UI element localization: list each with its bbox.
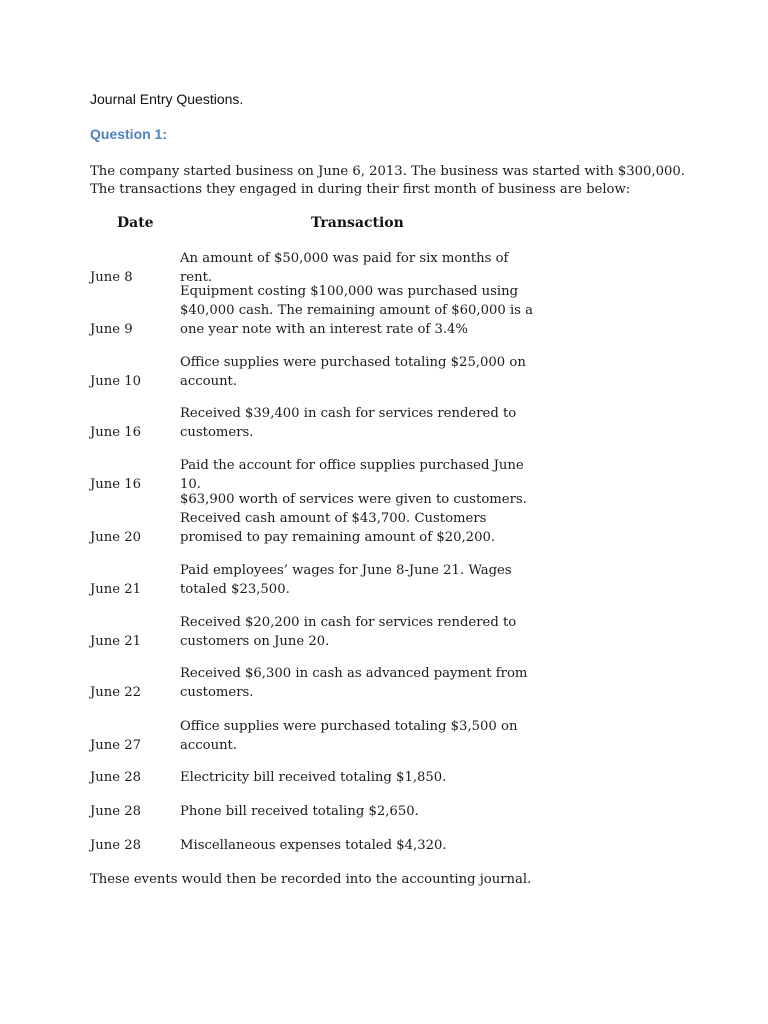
table-row (90, 768, 650, 787)
row-transaction: $63,900 worth of services were given to customers. Received cash amount of $43,700. Customers promised to pay remaining amount of $20,200. (180, 492, 527, 545)
row-transaction: Phone bill received totaling $2,650. (180, 804, 419, 819)
row-date: June 16 (90, 477, 142, 492)
table-row (90, 717, 650, 755)
row-date: June 8 (90, 270, 133, 285)
table-row (90, 490, 650, 547)
row-date: June 21 (90, 582, 142, 597)
table-row (90, 664, 650, 702)
row-transaction: Received $39,400 in cash for services rendered to customers. (180, 406, 517, 440)
table-row (90, 353, 650, 391)
table-row (90, 613, 650, 651)
row-transaction: Received $6,300 in cash as advanced payment from customers. (180, 666, 528, 700)
table-row (90, 802, 650, 821)
row-date: June 10 (90, 374, 142, 389)
row-date: June 28 (90, 804, 142, 819)
date-column-header: Date (117, 215, 154, 231)
table-row (90, 836, 650, 855)
table-row (90, 456, 650, 494)
intro-paragraph: The company started business on June 6, 2013. The business was started with $300,000. The transactions they engaged in during their first month of business are below: (90, 164, 686, 197)
table-row (90, 282, 650, 339)
row-transaction: Paid the account for office supplies purchased June 10. (180, 458, 524, 492)
page-title: Journal Entry Questions. (90, 91, 244, 107)
row-transaction: An amount of $50,000 was paid for six months of rent. (180, 251, 509, 285)
row-date: June 27 (90, 738, 142, 753)
row-date: June 22 (90, 685, 142, 700)
table-row (90, 404, 650, 442)
row-date: June 20 (90, 530, 142, 545)
row-transaction: Equipment costing $100,000 was purchased using $40,000 cash. The remaining amount of $60,000 is a one year note with an interest rate of 3.4% (180, 284, 533, 337)
question-heading: Question 1: (90, 126, 168, 142)
row-transaction: Electricity bill received totaling $1,850. (180, 770, 447, 785)
row-transaction: Miscellaneous expenses totaled $4,320. (180, 838, 447, 853)
row-transaction: Paid employees’ wages for June 8-June 21. Wages totaled $23,500. (180, 563, 512, 597)
row-date: June 21 (90, 634, 142, 649)
row-date: June 9 (90, 322, 133, 337)
row-transaction: Received $20,200 in cash for services rendered to customers on June 20. (180, 615, 517, 649)
table-row (90, 561, 650, 599)
transaction-column-header: Transaction (311, 215, 404, 231)
row-transaction: Office supplies were purchased totaling $3,500 on account. (180, 719, 518, 753)
row-date: June 16 (90, 425, 142, 440)
row-date: June 28 (90, 770, 142, 785)
row-date: June 28 (90, 838, 142, 853)
row-transaction: Office supplies were purchased totaling $25,000 on account. (180, 355, 526, 389)
closing-note: These events would then be recorded into the accounting journal. (90, 872, 532, 887)
